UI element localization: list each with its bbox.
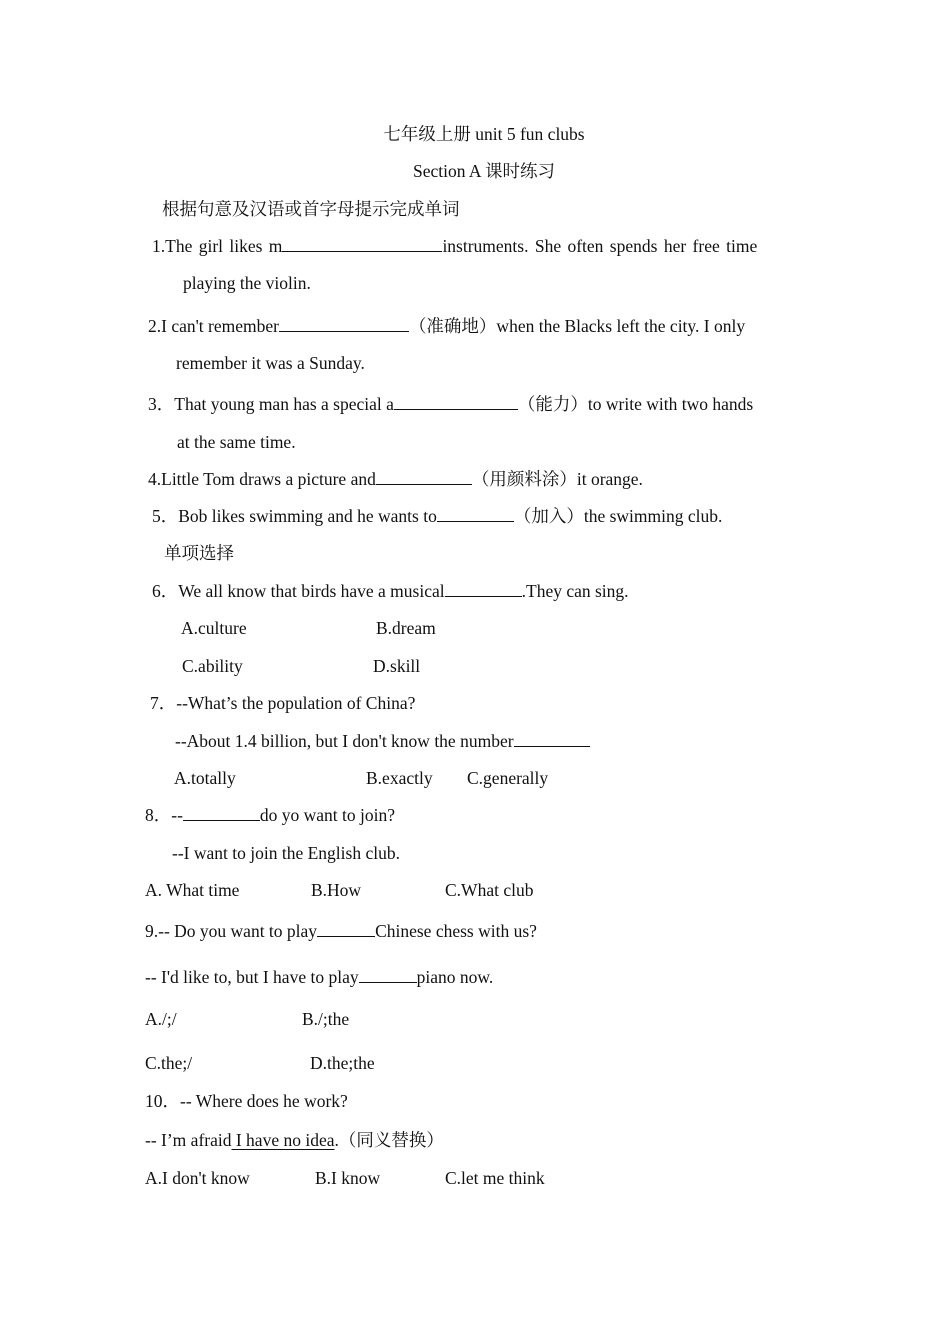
section-heading-vocabulary: 根据句意及汉语或首字母提示完成单词: [162, 199, 460, 219]
answer-blank-3[interactable]: [394, 393, 518, 410]
question-7-option-a[interactable]: A.totally: [174, 768, 236, 788]
question-1-text-a: 1.The girl likes m: [152, 236, 283, 256]
question-7-option-c[interactable]: C.generally: [467, 768, 549, 788]
question-9-option-b[interactable]: B./;the: [302, 1009, 350, 1029]
question-6-option-a[interactable]: A.culture: [181, 618, 247, 638]
answer-blank-7[interactable]: [514, 730, 590, 747]
question-3-text-a: 3．That young man has a special a: [148, 394, 394, 414]
answer-blank-8[interactable]: [183, 804, 260, 821]
question-9-text-d: piano now.: [416, 967, 494, 987]
question-8-option-c[interactable]: C.What club: [445, 880, 534, 900]
question-1: [152, 235, 757, 257]
question-10-option-c[interactable]: C.let me think: [445, 1168, 545, 1188]
question-6-option-c[interactable]: C.ability: [182, 656, 243, 676]
question-10-option-b[interactable]: B.I know: [315, 1168, 381, 1188]
question-9-option-d[interactable]: D.the;the: [310, 1053, 375, 1073]
question-7-text: --About 1.4 billion, but I don't know the number: [175, 731, 514, 751]
section-heading-multiple-choice: 单项选择: [164, 543, 234, 563]
question-6-text-b: .They can sing.: [521, 581, 629, 601]
question-5-text-b: （加入）the swimming club.: [513, 506, 723, 526]
question-9-text-c: -- I'd like to, but I have to play: [145, 967, 359, 987]
question-7-line-2: [175, 730, 590, 752]
question-5: [152, 505, 722, 527]
question-8-line-2: --I want to join the English club.: [172, 843, 400, 863]
question-9-text-a: 9.-- Do you want to play: [145, 921, 318, 941]
answer-blank-9b[interactable]: [359, 966, 417, 983]
question-3: [148, 393, 753, 415]
underlined-phrase: I have no idea: [231, 1130, 335, 1150]
question-9-option-c[interactable]: C.the;/: [145, 1053, 193, 1073]
question-2-continuation: remember it was a Sunday.: [176, 353, 365, 373]
question-7: 7．--What’s the population of China?: [150, 693, 416, 713]
question-2-text-a: 2.I can't remember: [148, 316, 279, 336]
question-5-text-a: 5．Bob likes swimming and he wants to: [152, 506, 437, 526]
question-2: [148, 315, 745, 337]
answer-blank-1[interactable]: [282, 235, 442, 252]
question-7-option-b[interactable]: B.exactly: [366, 768, 433, 788]
question-9-text-b: Chinese chess with us?: [375, 921, 537, 941]
answer-blank-9a[interactable]: [317, 920, 375, 937]
question-8-text-b: do yo want to join?: [259, 805, 396, 825]
answer-blank-4[interactable]: [376, 468, 472, 485]
question-8-text-a: 8．--: [145, 805, 183, 825]
answer-blank-6[interactable]: [445, 580, 522, 597]
question-10-text-a: -- I’m afraid: [145, 1130, 232, 1150]
question-10: 10．-- Where does he work?: [145, 1091, 348, 1111]
question-8-option-b[interactable]: B.How: [311, 880, 362, 900]
question-6-text-a: 6．We all know that birds have a musical: [152, 581, 445, 601]
question-4-text-a: 4.Little Tom draws a picture and: [148, 469, 376, 489]
question-3-text-b: （能力）to write with two hands: [517, 394, 754, 414]
page-title: 七年级上册 unit 5 fun clubs: [383, 124, 585, 144]
question-8-option-a[interactable]: A. What time: [145, 880, 240, 900]
page-subtitle: Section A 课时练习: [413, 161, 555, 181]
question-2-text-b: （准确地）when the Blacks left the city. I only: [408, 316, 746, 336]
question-3-continuation: at the same time.: [177, 432, 296, 452]
question-6-option-d[interactable]: D.skill: [373, 656, 421, 676]
question-6-option-b[interactable]: B.dream: [376, 618, 436, 638]
question-4: [148, 468, 643, 490]
question-10-option-a[interactable]: A.I don't know: [145, 1168, 250, 1188]
question-10-line-2: [145, 1129, 444, 1151]
question-1-continuation: playing the violin.: [183, 273, 311, 293]
question-4-text-b: （用颜料涂）it orange.: [471, 469, 643, 489]
question-9-line-2: [145, 966, 493, 988]
answer-blank-5[interactable]: [437, 505, 514, 522]
question-6: [152, 580, 629, 602]
question-8: [145, 804, 395, 826]
answer-blank-2[interactable]: [279, 315, 409, 332]
question-10-text-b: .（同义替换）: [334, 1130, 444, 1150]
question-1-text-b: instruments. She often spends her free time: [442, 236, 758, 256]
question-9: [145, 920, 537, 942]
question-9-option-a[interactable]: A./;/: [145, 1009, 177, 1029]
